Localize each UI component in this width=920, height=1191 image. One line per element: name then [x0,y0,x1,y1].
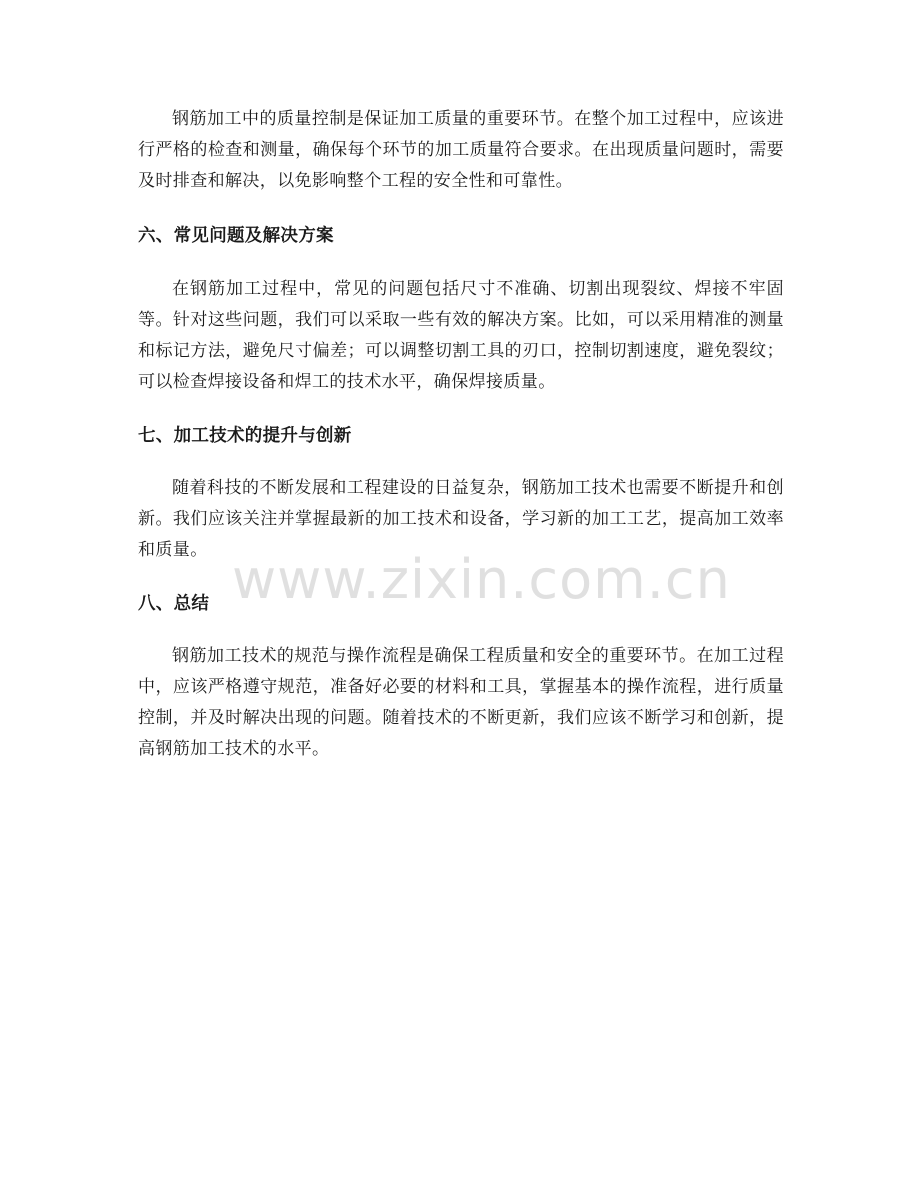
section-heading-common-problems: 六、常见问题及解决方案 [138,226,334,246]
paragraph-quality-control: 钢筋加工中的质量控制是保证加工质量的重要环节。在整个加工过程中，应该进行严格的检查和测量，确保每个环节的加工质量符合要求。在出现质量问题时，需要及时排查和解决，以免影响整个工程的安全性和可靠性。 [138,109,784,191]
section-heading-technology-innovation: 七、加工技术的提升与创新 [138,426,352,446]
paragraph-summary: 钢筋加工技术的规范与操作流程是确保工程质量和安全的重要环节。在加工过程中，应该严格遵守规范，准备好必要的材料和工具，掌握基本的操作流程，进行质量控制，并及时解决出现的问题。随着技术的不断更新，我们应该不断学习和创新，提高钢筋加工技术的水平。 [138,646,784,759]
paragraph-technology-innovation: 随着科技的不断发展和工程建设的日益复杂，钢筋加工技术也需要不断提升和创新。我们应该关注并掌握最新的加工技术和设备，学习新的加工工艺，提高加工效率和质量。 [138,478,784,560]
paragraph-common-problems: 在钢筋加工过程中，常见的问题包括尺寸不准确、切割出现裂纹、焊接不牢固等。针对这些问题，我们可以采取一些有效的解决方案。比如，可以采用精准的测量和标记方法，避免尺寸偏差；可以调整切割工具的刃口，控制切割速度，避免裂纹；可以检查焊接设备和焊工的技术水平，确保焊接质量。 [138,279,784,392]
section-heading-summary: 八、总结 [138,594,210,614]
watermark-text: www.zixin.com.cn [232,548,731,611]
